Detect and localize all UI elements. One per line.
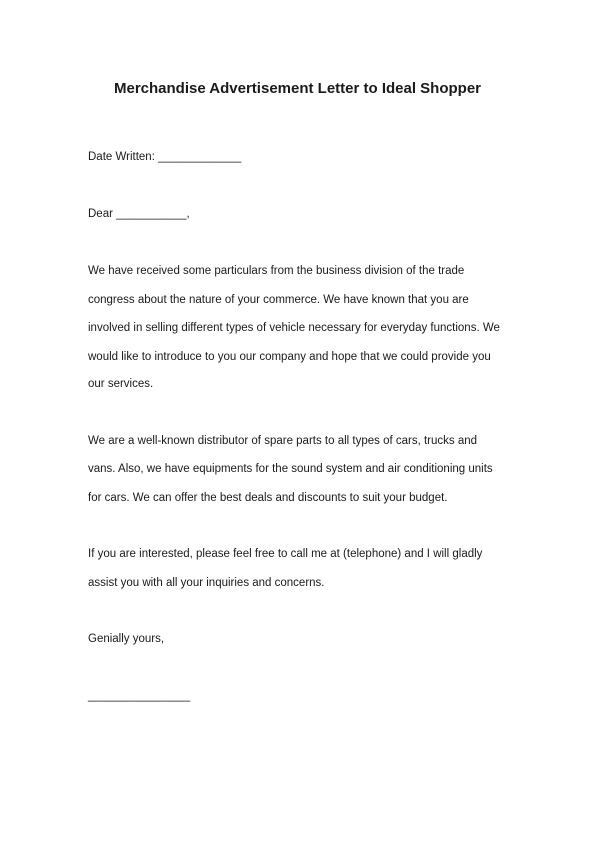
paragraph-line: If you are interested, please feel free to call me at (telephone) and I will gladly bbox=[88, 548, 483, 560]
paragraph-line: our services. bbox=[88, 378, 154, 390]
paragraph-line: assist you with all your inquiries and concerns. bbox=[88, 577, 325, 589]
paragraph-line: We are a well-known distributor of spare parts to all types of cars, trucks and bbox=[88, 435, 478, 447]
salutation: Dear ___________, bbox=[88, 208, 190, 220]
paragraph-line: congress about the nature of your commerce. We have known that you are bbox=[88, 294, 469, 306]
paragraph-line: for cars. We can offer the best deals and discounts to suit your budget. bbox=[88, 492, 448, 504]
paragraph-line: involved in selling different types of vehicle necessary for everyday functions. We bbox=[88, 322, 500, 334]
signature-line: ________________ bbox=[88, 690, 191, 702]
paragraph-line: We have received some particulars from the business division of the trade bbox=[88, 265, 465, 277]
closing: Genially yours, bbox=[88, 633, 165, 645]
paragraph-line: vans. Also, we have equipments for the sound system and air conditioning units bbox=[88, 463, 493, 475]
date-line: Date Written: _____________ bbox=[88, 151, 242, 163]
paragraph-line: would like to introduce to you our company and hope that we could provide you bbox=[88, 351, 491, 363]
letter-title: Merchandise Advertisement Letter to Ideal Shopper bbox=[113, 80, 482, 97]
